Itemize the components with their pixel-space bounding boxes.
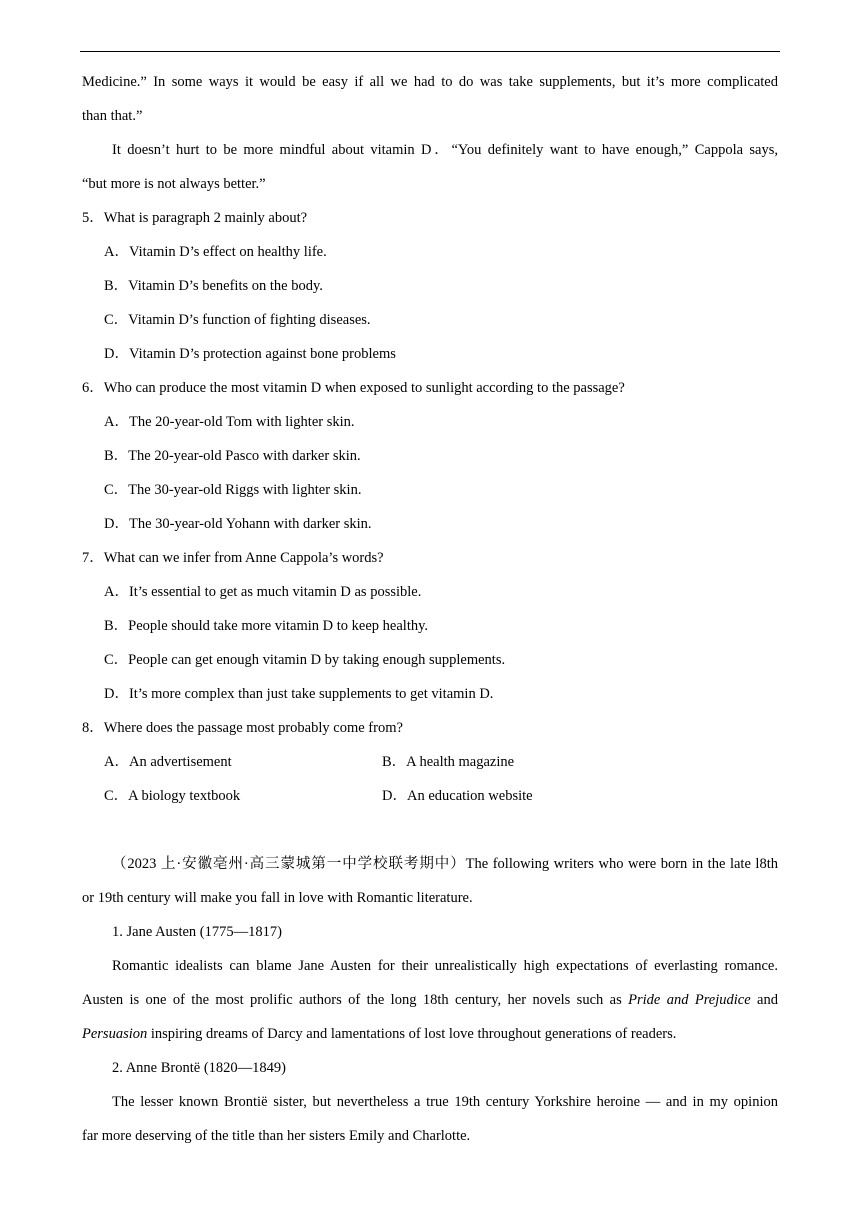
answer-option: C．Vitamin D’s function of fighting diseases. [104,312,371,328]
header-rule [80,51,780,52]
passage-text-line [82,1022,778,1056]
answer-option: B．People should take more vitamin D to keep healthy. [104,618,429,634]
passage-intro-line: or 19th century will make you fall in love with Romantic literature. [82,890,473,906]
answer-option: D．Vitamin D’s protection against bone problems [104,346,396,362]
section-gap [82,818,778,852]
question-stem: 8．Where does the passage most probably come from? [82,720,403,736]
answer-option: A．The 20-year-old Tom with lighter skin. [104,414,355,430]
passage-text-line: “but more is not always better.” [82,176,266,192]
book-title: Pride and Prejudice [628,992,751,1008]
answer-option: B．The 20-year-old Pasco with darker skin. [104,448,361,464]
answer-option-row [82,784,778,818]
passage-text-line: The lesser known Brontië sister, but nevertheless a true 19th century Yorkshire heroine — and in my opinion [112,1094,778,1110]
passage-text-line: than that.” [82,108,143,124]
answer-option: B．A health magazine [382,754,515,770]
answer-option: A．An advertisement [104,754,232,770]
answer-option: C．A biology textbook [104,788,241,804]
text-span: Austen is one of the most prolific authors of the long 18th century, her novels such as [82,992,629,1008]
passage-text-line: It doesn’t hurt to be more mindful about vitamin D．“You definitely want to have enough,” Cappola says, [112,142,778,158]
text-span: inspiring dreams of Darcy and lamentations of lost love throughout generations of readers. [147,1026,677,1042]
text-span: and [750,992,778,1008]
question-stem: 6．Who can produce the most vitamin D when exposed to sunlight according to the passage? [82,380,625,396]
passage-intro-line: （2023 上·安徽亳州·高三蒙城第一中学校联考期中）The following writers who were born in the late l8th [112,856,778,872]
answer-option: C．The 30-year-old Riggs with lighter skin. [104,482,362,498]
passage-text-line: far more deserving of the title than her sisters Emily and Charlotte. [82,1128,471,1144]
passage-text-line: Romantic idealists can blame Jane Austen for their unrealistically high expectations of everlasting romance. [112,958,778,974]
document-body [82,70,778,1158]
question-stem: 7．What can we infer from Anne Cappola’s words? [82,550,384,566]
question-stem: 5．What is paragraph 2 mainly about? [82,210,308,226]
answer-option: D．An education website [382,788,533,804]
answer-option-row [82,750,778,784]
answer-option: D．The 30-year-old Yohann with darker skin. [104,516,372,532]
answer-option: A．Vitamin D’s effect on healthy life. [104,244,327,260]
passage-text-line [82,988,778,1022]
passage-text-line: Medicine.” In some ways it would be easy if all we had to do was take supplements, but it’s more complicated [82,74,778,90]
writer-heading: 2. Anne Brontë (1820—1849) [112,1060,286,1076]
writer-heading: 1. Jane Austen (1775—1817) [112,924,282,940]
answer-option: B．Vitamin D’s benefits on the body. [104,278,323,294]
answer-option: D．It’s more complex than just take supplements to get vitamin D. [104,686,494,702]
book-title: Persuasion [82,1026,148,1042]
answer-option: A．It’s essential to get as much vitamin D as possible. [104,584,422,600]
answer-option: C．People can get enough vitamin D by taking enough supplements. [104,652,506,668]
